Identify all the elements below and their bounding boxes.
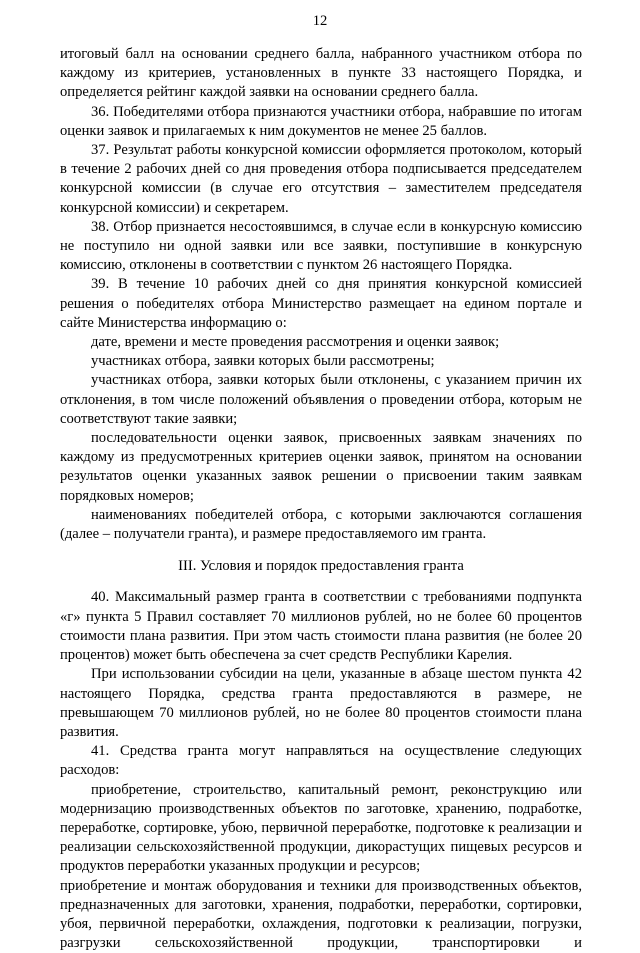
section-heading: III. Условия и порядок предоставления гранта bbox=[178, 558, 464, 575]
page-number: 12 bbox=[312, 13, 328, 29]
paragraph: приобретение и монтаж оборудования и техники для производственных объектов, предназначенных для заготовки, хранения, подработки, переработки, сортировки, убоя, первичной переработки, охлаждения, подготовки к реализации, погрузки, разгрузки сельскохозяйственной продукции, транспортировки и bbox=[60, 877, 582, 952]
paragraph: 41. Средства гранта могут направляться на осуществление следующих расходов: bbox=[60, 743, 582, 779]
paragraph: 39. В течение 10 рабочих дней со дня принятия конкурсной комиссией решения о победителях отбора Министерство размещает на едином портале и сайте Министерства информацию о: bbox=[60, 276, 582, 331]
paragraph: дате, времени и месте проведения рассмотрения и оценки заявок; bbox=[91, 334, 500, 351]
paragraph: 37. Результат работы конкурсной комиссии оформляется протоколом, который в течение 2 рабочих дней со дня проведения отбора подписывается председателем конкурсной комиссии (в случае его отсутствия – заместителем председателя конкурсной комиссии) и секретарем. bbox=[60, 142, 582, 216]
paragraph: итоговый балл на основании среднего балла, набранного участником отбора по каждому из критериев, установленных в пункте 33 настоящего Порядка, и определяется рейтинг каждой заявки на основании среднего балла. bbox=[60, 46, 582, 101]
paragraph: участниках отбора, заявки которых были отклонены, с указанием причин их отклонения, в том числе положений объявления о проведении отбора, которым не соответствуют такие заявки; bbox=[60, 372, 582, 427]
paragraph: 40. Максимальный размер гранта в соответствии с требованиями подпункта «г» пункта 5 Правил составляет 70 миллионов рублей, но не более 60 процентов стоимости плана развития. При этом часть стоимости плана развития (не более 20 процентов) может быть обеспечена за счет средств Республики Карелия. bbox=[60, 589, 582, 664]
paragraph: При использовании субсидии на цели, указанные в абзаце шестом пункта 42 настоящего Порядка, средства гранта предоставляются в размере, не превышающем 70 миллионов рублей, но не более 80 процентов стоимости плана развития. bbox=[60, 666, 582, 740]
paragraph: последовательности оценки заявок, присвоенных заявкам значениях по каждому из предусмотренных критериев оценки заявок, принятом на основании результатов оценки указанных заявок решении о присвоении таким заявкам порядковых номеров; bbox=[60, 430, 582, 504]
paragraphs-after-heading bbox=[60, 588, 582, 953]
paragraph: приобретение, строительство, капитальный ремонт, реконструкцию или модернизацию производственных объектов по заготовке, хранению, подработке, переработке, сортировке, убою, первичной переработке, подготовке к реализации и реализации сельскохозяйственной продукции, дикорастущих пищевых ресурсов и продуктов переработки указанных продукции и ресурсов; bbox=[60, 781, 582, 875]
paragraph: участниках отбора, заявки которых были рассмотрены; bbox=[91, 353, 435, 370]
document-body bbox=[60, 45, 582, 953]
paragraph: 36. Победителями отбора признаются участники отбора, набравшие по итогам оценки заявок и прилагаемых к ним документов не менее 25 баллов. bbox=[60, 103, 582, 139]
paragraph: наименованиях победителей отбора, с которыми заключаются соглашения (далее – получатели гранта), и размере предоставляемого им гранта. bbox=[60, 506, 582, 543]
paragraphs-before-heading bbox=[60, 45, 582, 544]
paragraph: 38. Отбор признается несостоявшимся, в случае если в конкурсную комиссию не поступило ни одной заявки или все заявки, поступившие в конкурсную комиссию, отклонены в соответствии с пунктом 26 настоящего Порядка. bbox=[60, 218, 582, 274]
